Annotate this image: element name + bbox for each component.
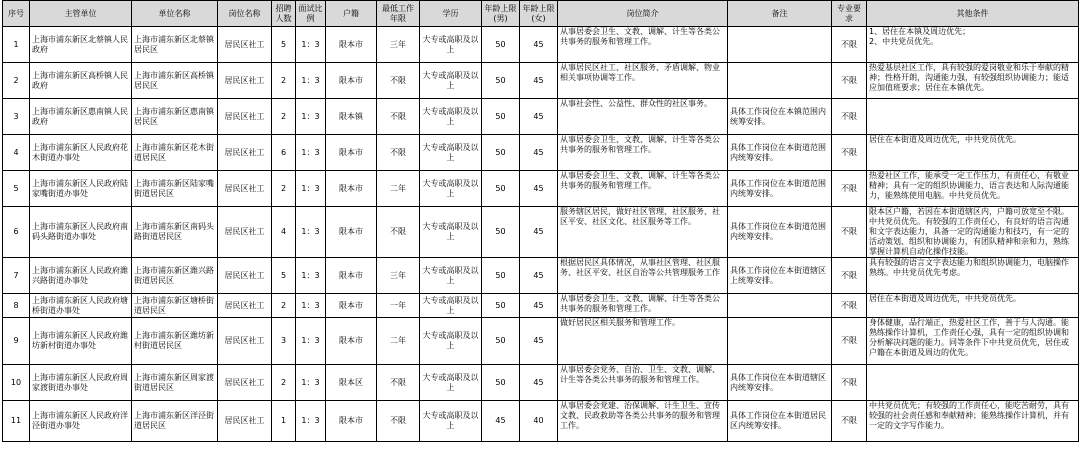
cell-note: [728, 27, 832, 63]
cell-unit: 上海市浦东新区周家渡街道居民区: [132, 365, 218, 401]
cell-post: 居民区社工: [218, 27, 272, 63]
cell-age-m: 50: [482, 135, 520, 171]
cell-intro: 从事居委会卫生、文教、调解、计生等各类公共事务的服务和管理工作。: [558, 294, 728, 318]
cell-note: 具体工作岗位在本街道居民区内统筹安排。: [728, 401, 832, 442]
cell-age-f: 45: [520, 27, 558, 63]
table-row: [3, 99, 1079, 135]
cell-hukou: 限本市: [326, 171, 377, 207]
cell-post: 居民区社工: [218, 171, 272, 207]
cell-edu: 大专或高职及以上: [420, 27, 482, 63]
cell-intro: 服务辖区居民，做好社区管理、社区服务、社区平安、社区文化、社区服务等工作。: [558, 207, 728, 258]
cell-major: 不限: [832, 27, 867, 63]
cell-unit: 上海市浦东新区惠南镇居民区: [132, 99, 218, 135]
cell-dept: 上海市浦东新区惠南镇人民政府: [30, 99, 132, 135]
header-row: [3, 1, 1079, 27]
cell-dept: 上海市浦东新区北蔡镇人民政府: [30, 27, 132, 63]
cell-count: 2: [272, 99, 296, 135]
cell-years: 不限: [377, 365, 420, 401]
cell-other: 热爱社区工作，能承受一定工作压力，有责任心，有敬业精神；具有一定的组织协调能力、语言表达和人际沟通能力，能熟练使用电脑。中共党员优先。: [867, 171, 1079, 207]
cell-hukou: 限本市: [326, 27, 377, 63]
cell-ratio: 1：3: [296, 171, 326, 207]
table-row: [3, 401, 1079, 442]
cell-note: [728, 63, 832, 99]
table-row: [3, 207, 1079, 258]
cell-unit: 上海市浦东新区高桥镇居民区: [132, 63, 218, 99]
cell-edu: 大专或高职及以上: [420, 207, 482, 258]
table-row: [3, 135, 1079, 171]
cell-years: 不限: [377, 99, 420, 135]
cell-other: 居住在本街道及周边优先，中共党员优先。: [867, 294, 1079, 318]
cell-edu: 大专或高职及以上: [420, 63, 482, 99]
cell-major: 不限: [832, 63, 867, 99]
table-row: [3, 171, 1079, 207]
cell-no: 7: [3, 258, 30, 294]
cell-dept: 上海市浦东新区人民政府潍兴路街道办事处: [30, 258, 132, 294]
cell-intro: 从事居委会卫生、文教、调解、计生等各类公共事务的服务和管理工作。: [558, 27, 728, 63]
cell-unit: 上海市浦东新区洋泾街道居民区: [132, 401, 218, 442]
table-row: [3, 318, 1079, 365]
cell-intro: 从事居委会卫生、文教、调解、计生等各类公共事务的服务和管理工作。: [558, 171, 728, 207]
cell-major: 不限: [832, 99, 867, 135]
cell-edu: 大专或高职及以上: [420, 99, 482, 135]
cell-age-f: 45: [520, 99, 558, 135]
cell-other: [867, 365, 1079, 401]
col-header: 备注: [728, 1, 832, 27]
col-header: 岗位简介: [558, 1, 728, 27]
col-header: 主管单位: [30, 1, 132, 27]
cell-hukou: 限本镇: [326, 99, 377, 135]
cell-no: 3: [3, 99, 30, 135]
col-header: 最低工作年限: [377, 1, 420, 27]
cell-age-f: 45: [520, 258, 558, 294]
cell-other: 限本区户籍，若因在本街道辖区内，户籍可放宽至不限。中共党员优先。有较强的工作责任心，有良好的语言沟通和文字表达能力，具备一定的沟通能力和技巧，有一定的活动策划、组织和协调能力，有团队精神和亲和力，熟练掌握计算机自动化操作技能。: [867, 207, 1079, 258]
cell-years: 不限: [377, 401, 420, 442]
cell-count: 2: [272, 63, 296, 99]
cell-major: 不限: [832, 318, 867, 365]
cell-edu: 大专或高职及以上: [420, 135, 482, 171]
cell-count: 4: [272, 207, 296, 258]
cell-dept: 上海市浦东新区人民政府洋泾街道办事处: [30, 401, 132, 442]
cell-ratio: 1：3: [296, 401, 326, 442]
cell-ratio: 1：3: [296, 63, 326, 99]
cell-count: 1: [272, 401, 296, 442]
cell-ratio: 1：3: [296, 365, 326, 401]
cell-age-m: 50: [482, 63, 520, 99]
cell-intro: 从事居委会党务、自治、卫生、文教、调解、计生等各类公共事务的服务和管理工作。: [558, 365, 728, 401]
cell-years: 二年: [377, 318, 420, 365]
col-header: 户籍: [326, 1, 377, 27]
cell-age-f: 45: [520, 294, 558, 318]
cell-age-f: 45: [520, 365, 558, 401]
cell-other: 中共党员优先；有较强的工作责任心，能吃苦耐劳，具有较强的社会责任感和奉献精神；能熟练操作计算机，并有一定的文字写作能力。: [867, 401, 1079, 442]
cell-years: 一年: [377, 294, 420, 318]
cell-major: 不限: [832, 294, 867, 318]
col-header: 招聘人数: [272, 1, 296, 27]
cell-unit: 上海市浦东新区潍坊新村街道居民区: [132, 318, 218, 365]
col-header: 序号: [3, 1, 30, 27]
cell-note: 具体工作岗位在本街道范围内统筹安排。: [728, 207, 832, 258]
cell-years: 三年: [377, 27, 420, 63]
cell-count: 3: [272, 318, 296, 365]
cell-count: 2: [272, 294, 296, 318]
cell-post: 居民区社工: [218, 99, 272, 135]
cell-hukou: 限本市: [326, 318, 377, 365]
cell-intro: 做好居民区相关服务和管理工作。: [558, 318, 728, 365]
cell-unit: 上海市浦东新区南码头路街道居民区: [132, 207, 218, 258]
table-row: [3, 63, 1079, 99]
cell-intro: 从事居民区社工、社区服务、矛盾调解、物业相关事项协调等工作。: [558, 63, 728, 99]
cell-dept: 上海市浦东新区人民政府南码头路街道办事处: [30, 207, 132, 258]
col-header: 专业要求: [832, 1, 867, 27]
cell-no: 1: [3, 27, 30, 63]
cell-ratio: 1：3: [296, 294, 326, 318]
cell-dept: 上海市浦东新区人民政府花木街道办事处: [30, 135, 132, 171]
cell-intro: 从事居委会卫生、文教、调解、计生等各类公共事务的服务和管理工作。: [558, 135, 728, 171]
cell-hukou: 限本市: [326, 294, 377, 318]
cell-dept: 上海市浦东新区人民政府陆家嘴街道办事处: [30, 171, 132, 207]
cell-unit: 上海市浦东新区北蔡镇居民区: [132, 27, 218, 63]
cell-age-m: 45: [482, 401, 520, 442]
cell-count: 5: [272, 258, 296, 294]
cell-count: 6: [272, 135, 296, 171]
cell-dept: 上海市浦东新区人民政府周家渡街道办事处: [30, 365, 132, 401]
cell-dept: 上海市浦东新区人民政府塘桥街道办事处: [30, 294, 132, 318]
cell-unit: 上海市浦东新区花木街道居民区: [132, 135, 218, 171]
cell-age-f: 40: [520, 401, 558, 442]
table-row: [3, 365, 1079, 401]
cell-no: 11: [3, 401, 30, 442]
cell-age-f: 45: [520, 171, 558, 207]
cell-other: 具有较强的语言文字表达能力和组织协调能力，电脑操作熟练。中共党员优先考虑。: [867, 258, 1079, 294]
cell-ratio: 1：3: [296, 99, 326, 135]
cell-edu: 大专或高职及以上: [420, 365, 482, 401]
cell-note: 具体工作岗位在本街道辖区内统筹安排。: [728, 365, 832, 401]
cell-post: 居民区社工: [218, 365, 272, 401]
cell-no: 9: [3, 318, 30, 365]
cell-post: 居民区社工: [218, 401, 272, 442]
cell-other: 热爱基层社区工作，具有较强的爱岗敬业和乐于奉献的精神；性格开朗，沟通能力强，有较强组织协调能力；能适应加值班要求；居住在本镇优先。: [867, 63, 1079, 99]
cell-major: 不限: [832, 135, 867, 171]
table-row: [3, 27, 1079, 63]
cell-years: 二年: [377, 171, 420, 207]
col-header: 年龄上限(女): [520, 1, 558, 27]
cell-age-m: 50: [482, 258, 520, 294]
cell-post: 居民区社工: [218, 318, 272, 365]
cell-other: 1、居住在本镇及周边优先； 2、中共党员优先。: [867, 27, 1079, 63]
cell-edu: 大专或高职及以上: [420, 258, 482, 294]
cell-years: 不限: [377, 207, 420, 258]
cell-age-m: 50: [482, 207, 520, 258]
cell-intro: 从事居委会党建、治保调解、计生卫生、宣传文教、民政救助等各类公共事务的服务和管理工作。: [558, 401, 728, 442]
cell-hukou: 限本区: [326, 365, 377, 401]
cell-major: 不限: [832, 401, 867, 442]
table-row: [3, 258, 1079, 294]
cell-post: 居民区社工: [218, 135, 272, 171]
cell-years: 不限: [377, 135, 420, 171]
cell-age-m: 50: [482, 318, 520, 365]
cell-no: 10: [3, 365, 30, 401]
table-body: [3, 27, 1079, 442]
cell-edu: 大专或高职及以上: [420, 171, 482, 207]
cell-age-m: 50: [482, 99, 520, 135]
cell-hukou: 限本市: [326, 258, 377, 294]
cell-no: 2: [3, 63, 30, 99]
cell-unit: 上海市浦东新区塘桥街道居民区: [132, 294, 218, 318]
recruitment-table: [2, 0, 1079, 442]
cell-edu: 大专或高职及以上: [420, 294, 482, 318]
cell-post: 居民区社工: [218, 207, 272, 258]
col-header: 其他条件: [867, 1, 1079, 27]
cell-major: 不限: [832, 171, 867, 207]
cell-dept: 上海市浦东新区人民政府潍坊新村街道办事处: [30, 318, 132, 365]
cell-age-m: 50: [482, 27, 520, 63]
cell-no: 5: [3, 171, 30, 207]
table-row: [3, 294, 1079, 318]
col-header: 单位名称: [132, 1, 218, 27]
cell-major: 不限: [832, 258, 867, 294]
cell-ratio: 1：3: [296, 207, 326, 258]
cell-age-f: 45: [520, 318, 558, 365]
cell-ratio: 1：3: [296, 135, 326, 171]
cell-count: 2: [272, 365, 296, 401]
cell-note: 具体工作岗位在本街道范围内统筹安排。: [728, 171, 832, 207]
cell-intro: 根据居民区具体情况，从事社区管理、社区服务、社区平安、社区自治等公共管理服务工作: [558, 258, 728, 294]
cell-hukou: 限本市: [326, 63, 377, 99]
col-header: 年龄上限(男): [482, 1, 520, 27]
cell-note: 具体工作岗位在本街道辖区上统筹安排。: [728, 258, 832, 294]
cell-unit: 上海市浦东新区潍兴路街道居民区: [132, 258, 218, 294]
cell-edu: 大专或高职及以上: [420, 401, 482, 442]
cell-ratio: 1：3: [296, 318, 326, 365]
cell-years: 不限: [377, 63, 420, 99]
cell-other: 居住在本街道及周边优先，中共党员优先。: [867, 135, 1079, 171]
cell-post: 居民区社工: [218, 63, 272, 99]
cell-note: [728, 294, 832, 318]
cell-dept: 上海市浦东新区高桥镇人民政府: [30, 63, 132, 99]
cell-major: 不限: [832, 207, 867, 258]
cell-other: [867, 99, 1079, 135]
cell-age-m: 50: [482, 171, 520, 207]
cell-hukou: 限本市: [326, 207, 377, 258]
cell-age-f: 45: [520, 207, 558, 258]
cell-intro: 从事社会性、公益性、群众性的社区事务。: [558, 99, 728, 135]
cell-count: 5: [272, 27, 296, 63]
col-header: 学历: [420, 1, 482, 27]
cell-ratio: 1：3: [296, 27, 326, 63]
cell-note: 具体工作岗位在本镇范围内统筹安排。: [728, 99, 832, 135]
cell-age-f: 45: [520, 63, 558, 99]
col-header: 面试比例: [296, 1, 326, 27]
cell-count: 2: [272, 171, 296, 207]
cell-no: 4: [3, 135, 30, 171]
cell-note: [728, 318, 832, 365]
cell-unit: 上海市浦东新区陆家嘴街道居民区: [132, 171, 218, 207]
cell-note: 具体工作岗位在本街道范围内统筹安排。: [728, 135, 832, 171]
cell-post: 居民区社工: [218, 258, 272, 294]
cell-age-f: 45: [520, 135, 558, 171]
cell-post: 居民区社工: [218, 294, 272, 318]
cell-age-m: 50: [482, 294, 520, 318]
cell-major: 不限: [832, 365, 867, 401]
col-header: 岗位名称: [218, 1, 272, 27]
cell-edu: 大专或高职及以上: [420, 318, 482, 365]
cell-hukou: 限本市: [326, 401, 377, 442]
cell-no: 8: [3, 294, 30, 318]
cell-years: 三年: [377, 258, 420, 294]
cell-other: 身体健康，品行端正，热爱社区工作，善于与人沟通。能熟练操作计算机，工作责任心强，具有一定的组织协调和分析解决问题的能力。同等条件下中共党员优先，居住或户籍在本街道及周边的优先。: [867, 318, 1079, 365]
cell-hukou: 限本市: [326, 135, 377, 171]
cell-no: 6: [3, 207, 30, 258]
cell-ratio: 1：3: [296, 258, 326, 294]
cell-age-m: 50: [482, 365, 520, 401]
